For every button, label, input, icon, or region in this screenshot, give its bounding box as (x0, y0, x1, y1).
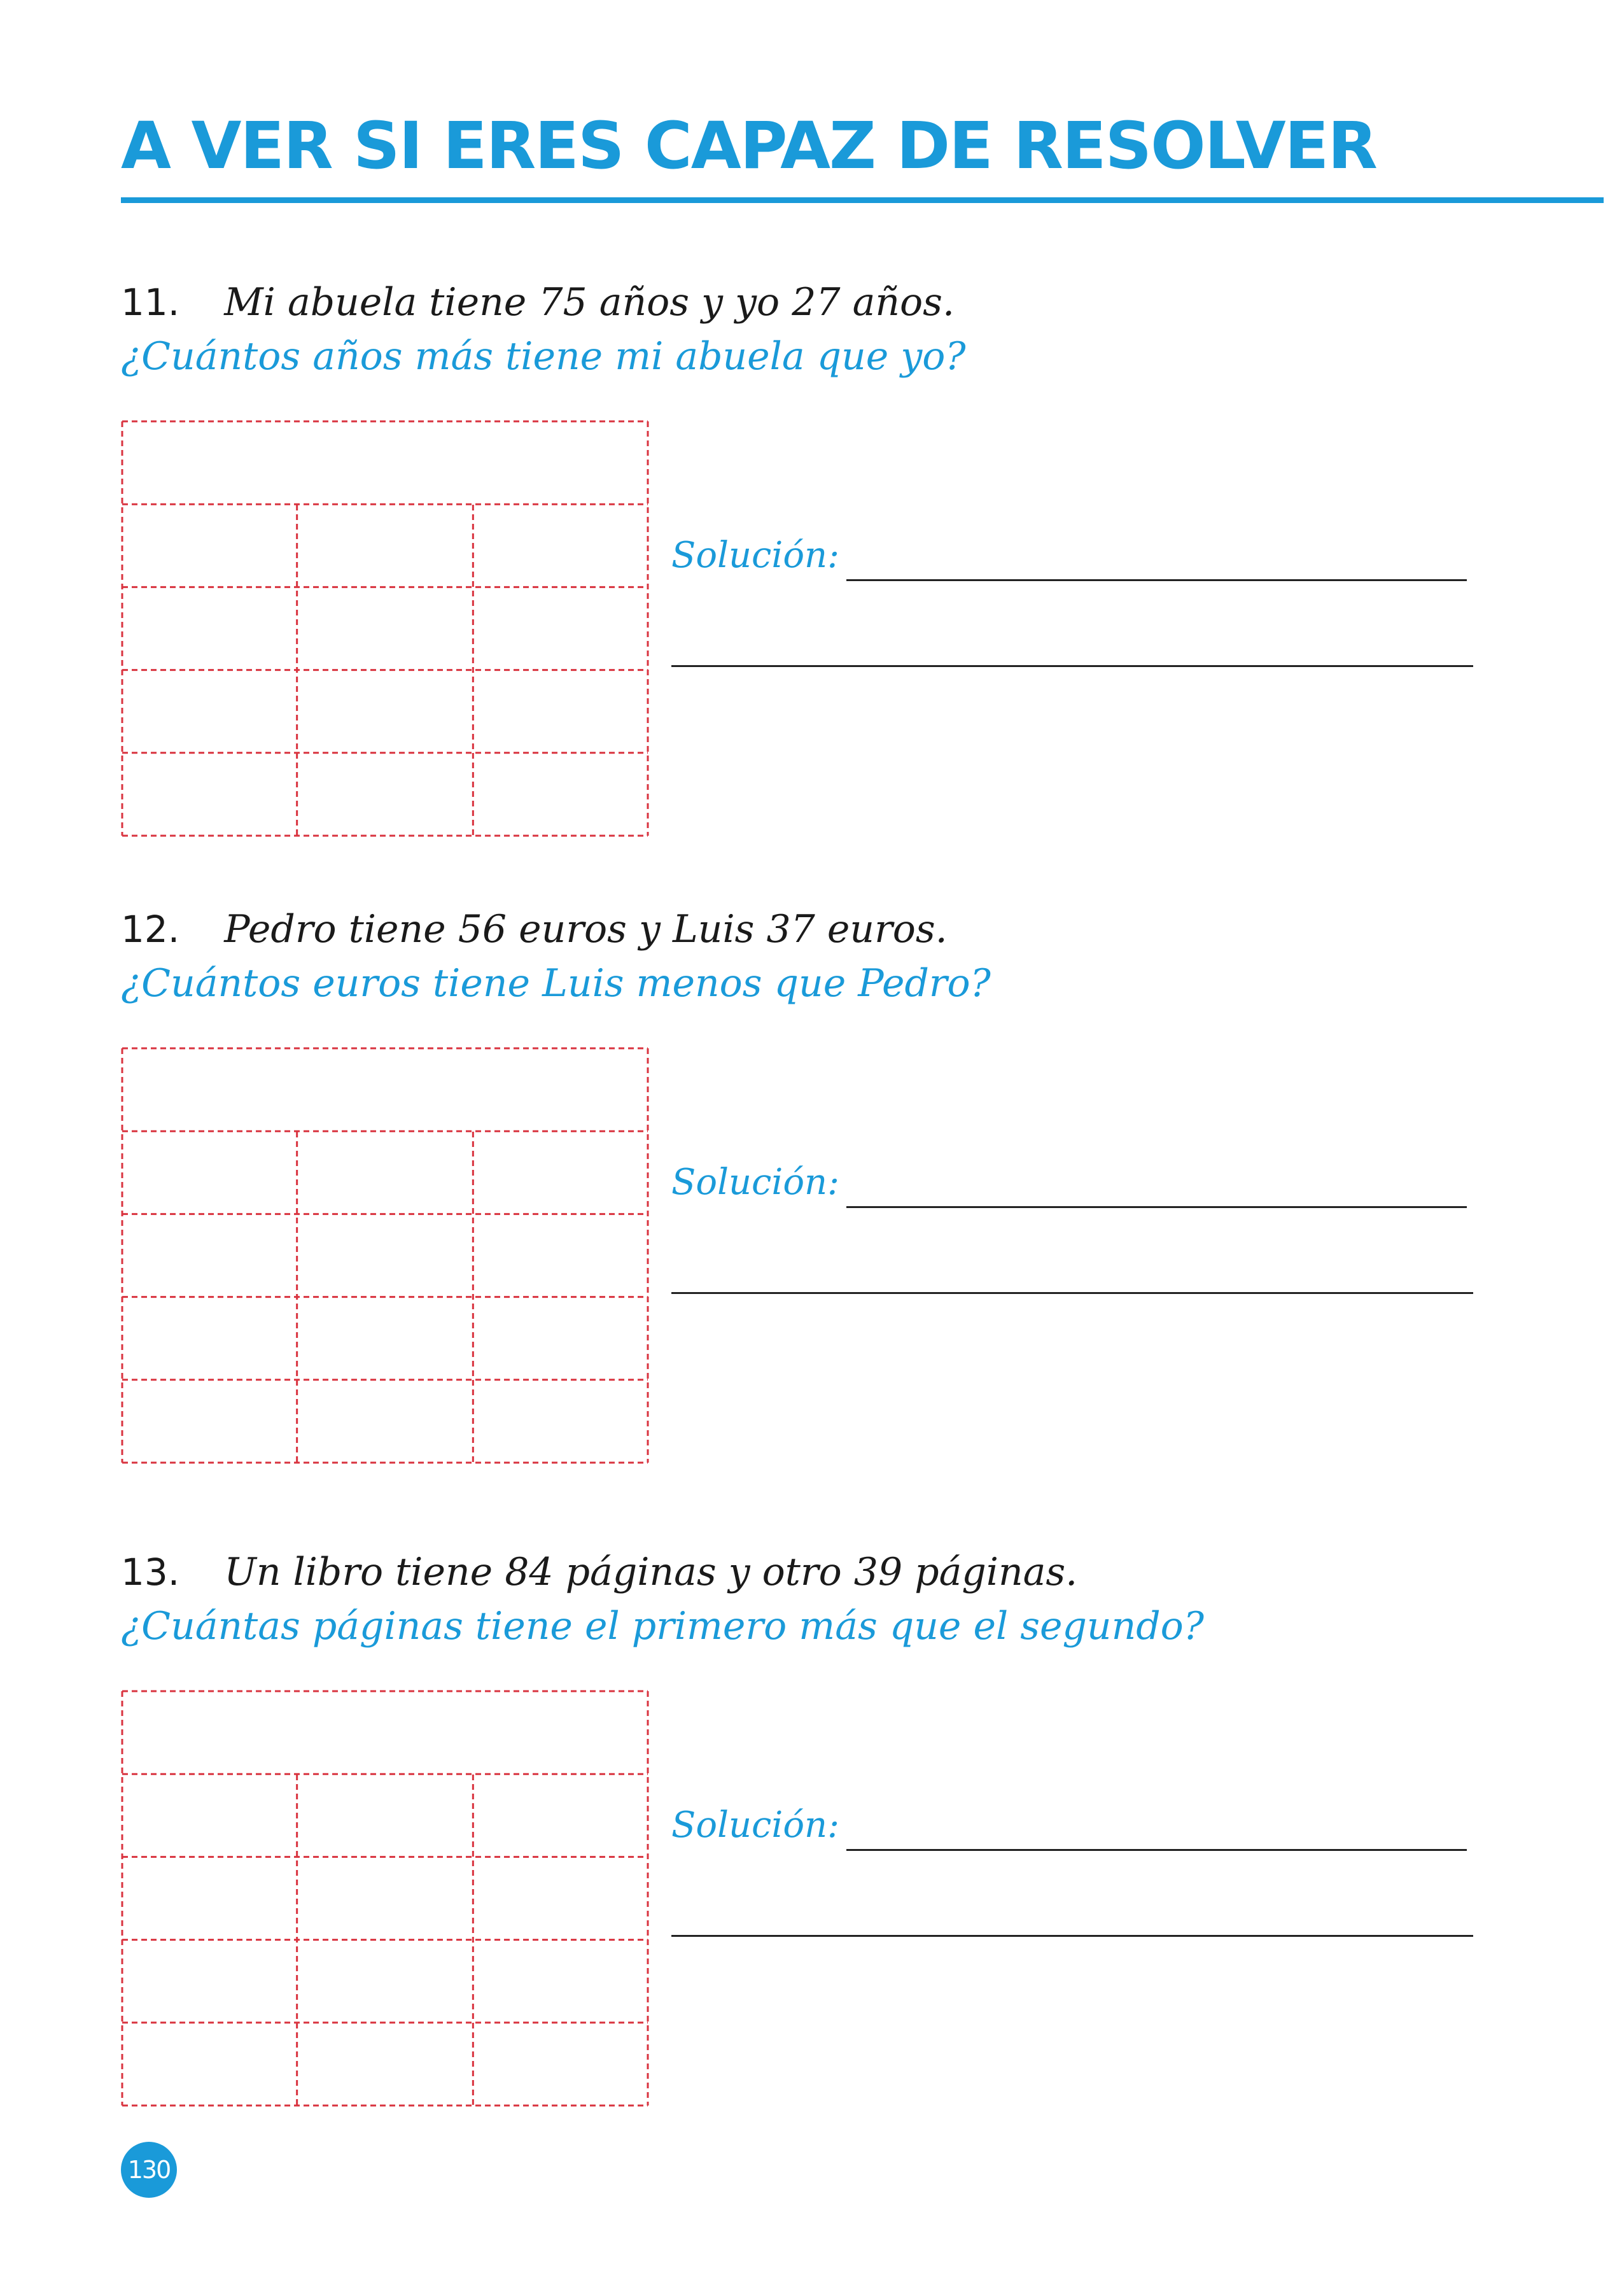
dashed-grid (121, 1690, 649, 2107)
work-grid[interactable] (121, 1047, 649, 1464)
problem-number: 13. (121, 1550, 180, 1594)
problem-number: 12. (121, 908, 180, 951)
solution-answer-line[interactable] (846, 1849, 1467, 1851)
problem-statement (121, 1550, 1077, 1594)
statement-text: Mi abuela tiene 75 años y yo 27 años. (224, 280, 955, 325)
dashed-grid (121, 1047, 649, 1464)
solution-answer-line-2[interactable] (671, 665, 1473, 667)
problem-question: ¿Cuántos euros tiene Luis menos que Pedro? (121, 961, 991, 1006)
problem-question: ¿Cuántos años más tiene mi abuela que yo? (121, 334, 966, 379)
title-underline (121, 197, 1604, 203)
solution-label: Solución: (671, 1804, 839, 1846)
problem-statement (121, 280, 955, 325)
work-grid[interactable] (121, 1690, 649, 2107)
problem-question: ¿Cuántas páginas tiene el primero más que el segundo? (121, 1604, 1204, 1649)
problem-statement (121, 907, 948, 952)
solution-label: Solución: (671, 535, 839, 576)
statement-text: Un libro tiene 84 páginas y otro 39 páginas. (224, 1550, 1078, 1594)
work-grid[interactable] (121, 420, 649, 837)
dashed-grid (121, 420, 649, 837)
statement-text: Pedro tiene 56 euros y Luis 37 euros. (224, 907, 948, 952)
problem-number: 11. (121, 281, 180, 324)
page-number-badge: 130 (121, 2142, 177, 2198)
page-title: A VER SI ERES CAPAZ DE RESOLVER (121, 108, 1376, 184)
solution-answer-line[interactable] (846, 1206, 1467, 1208)
solution-answer-line-2[interactable] (671, 1292, 1473, 1294)
solution-label: Solución: (671, 1162, 839, 1203)
solution-answer-line[interactable] (846, 579, 1467, 581)
solution-answer-line-2[interactable] (671, 1935, 1473, 1937)
